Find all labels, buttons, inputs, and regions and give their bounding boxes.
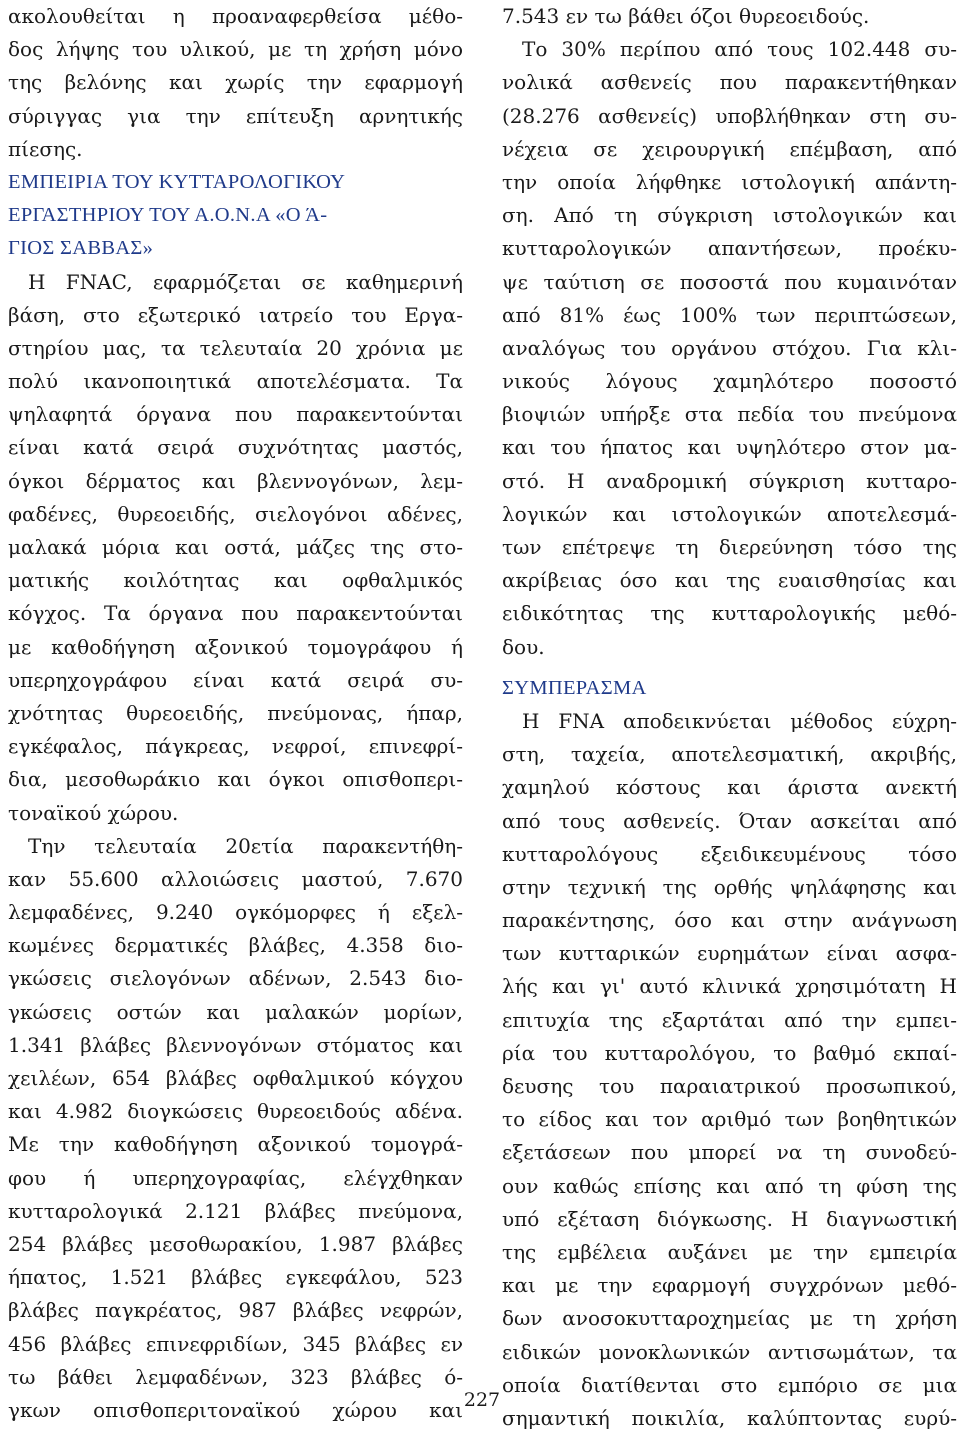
text-line: Η FNA αποδεικνύεται μέθοδος εύχρη- — [522, 708, 957, 733]
text-line: από 81% έως 100% των περιπτώσεων, — [502, 302, 957, 327]
text-line: φου ή υπερηχογραφίας, ελέγχθηκαν — [8, 1165, 463, 1190]
text-line: πίεσης. — [8, 136, 83, 161]
text-line: δος λήψης του υλικού, με τη χρήση μόνο — [8, 37, 463, 62]
text-line: βλάβες παγκρέατος, 987 βλάβες νεφρών, — [8, 1298, 463, 1323]
text-line: στη, ταχεία, αποτελεσματική, ακριβής, — [502, 742, 957, 767]
text-line: χειλέων, 654 βλάβες οφθαλμικού κόγχου — [8, 1066, 463, 1090]
text-line: και του ήπατος και υψηλότερο στον μα- — [502, 435, 957, 460]
text-line: νέχεια σε χειρουργική επέμβαση, από — [502, 136, 957, 161]
text-line: 1.341 βλάβες βλεννογόνων στόματος και — [8, 1032, 463, 1057]
text-line: ψηλαφητά όργανα που παρακεντούνται — [8, 402, 463, 427]
text-line: φαδένες, θυρεοειδής, σιελογόνοι αδένες, — [8, 501, 463, 526]
text-line: παρακέντησης, όσο και στην ανάγνωση — [502, 908, 957, 933]
text-line: καν 55.600 αλλοιώσεις μαστού, 7.670 — [8, 866, 463, 891]
text-line: κωμένες δερματικές βλάβες, 4.358 διο- — [8, 933, 463, 958]
text-line: βιοψιών υπήρξε στα πεδία του πνεύμονα — [502, 402, 957, 427]
text-line: πολύ ικανοποιητικά αποτελέσματα. Τα — [8, 369, 463, 394]
text-line: εξετάσεων που μπορεί να τη συνοδεύ- — [502, 1140, 957, 1165]
text-line: ακρίβειας όσο και της ευαισθησίας και — [502, 568, 957, 593]
text-line: ειδικών μονοκλωνικών αντισωμάτων, τα — [502, 1339, 957, 1364]
text-line: αναλόγως του οργάνου στόχου. Για κλι- — [502, 335, 957, 360]
text-line: Με την καθοδήγηση αξονικού τομογρά- — [8, 1132, 463, 1157]
text-line: ρία του κυτταρολόγου, το βαθμό εκπαί- — [502, 1040, 957, 1065]
text-line: δευσης του παραιατρικού προσωπικού, — [502, 1074, 957, 1098]
section-heading: ΣΥΜΠΕΡΑΣΜΑ — [502, 676, 647, 699]
text-line: τω βάθει λεμφαδένων, 323 βλάβες ό- — [8, 1364, 463, 1389]
text-line: δια, μεσοθωράκιο και όγκοι οπισθοπερι- — [8, 767, 463, 792]
text-line: ψε ταύτιση σε ποσοστά που κυμαινόταν — [502, 269, 957, 294]
text-line: νολικά ασθενείς που παρακεντήθηκαν — [502, 70, 957, 95]
text-line: υπό εξέταση διόγκωσης. Η διαγνωστική — [502, 1206, 957, 1231]
text-line: εγκέφαλος, πάγκρεας, νεφροί, επινεφρί- — [8, 734, 463, 759]
text-line: γκων οπισθοπεριτοναϊκού χώρου και — [8, 1397, 463, 1422]
text-line: λογικών και ιστολογικών αποτελεσμά- — [502, 501, 957, 526]
text-line: και 4.982 διογκώσεις θυρεοειδούς αδένα. — [8, 1099, 463, 1124]
text-line: με καθοδήγηση αξονικού τομογράφου ή — [8, 634, 463, 659]
text-line: είναι κατά σειρά συχνότητας μαστός, — [8, 435, 463, 460]
text-line: δων ανοσοκυτταροχημείας με τη χρήση — [502, 1306, 957, 1331]
text-line: ματικής κοιλότητας και οφθαλμικός — [8, 568, 463, 593]
text-line: σημαντική ποικιλία, καλύπτοντας ευρύ- — [502, 1405, 957, 1430]
text-line: στην τεχνική της ορθής ψηλάφησης και — [502, 874, 957, 899]
text-line: (28.276 ασθενείς) υποβλήθηκαν στη συ- — [502, 103, 957, 128]
text-line: στό. Η αναδρομική σύγκριση κυτταρο- — [502, 468, 957, 493]
text-line: στηρίου μας, τα τελευταία 20 χρόνια με — [8, 335, 463, 360]
text-line: της εμβέλεια αυξάνει με την εμπειρία — [502, 1239, 957, 1264]
text-line: λής και γι' αυτό κλινικά χρησιμότατη Η — [502, 974, 957, 999]
section-heading: ΕΜΠΕΙΡΙΑ ΤΟΥ ΚΥΤΤΑΡΟΛΟΓΙΚΟΥ — [8, 170, 346, 193]
text-line: 456 βλάβες επινεφριδίων, 345 βλάβες εν — [8, 1331, 463, 1356]
left-column — [8, 0, 463, 1427]
text-line: χνότητας θυρεοειδής, πνεύμονας, ήπαρ, — [8, 700, 463, 725]
text-line: των κυτταρικών ευρημάτων είναι ασφα- — [502, 941, 957, 966]
text-line: υπερηχογράφου είναι κατά σειρά συ- — [8, 667, 463, 692]
text-line: κόγχος. Τα όργανα που παρακεντούνται — [8, 601, 463, 626]
text-line: 7.543 εν τω βάθει όζοι θυρεοειδούς. — [502, 4, 870, 28]
text-line: και με την εφαρμογή συγχρόνων μεθό- — [502, 1273, 957, 1298]
text-line: όγκοι δέρματος και βλεννογόνων, λεμ- — [8, 468, 463, 493]
text-line: γκώσεις οστών και μαλακών μορίων, — [8, 999, 463, 1024]
text-line: Η FNAC, εφαρμόζεται σε καθημερινή — [28, 269, 463, 294]
text-line: σύριγγας για την επίτευξη αρνητικής — [8, 103, 463, 128]
text-line: ακολουθείται η προαναφερθείσα μέθο- — [8, 4, 463, 28]
text-line: μαλακά μόρια και οστά, μάζες της στο- — [8, 535, 463, 559]
section-heading: ΕΡΓΑΣΤΗΡΙΟΥ ΤΟΥ Α.Ο.Ν.Α «Ο Ά- — [8, 204, 328, 227]
text-line: των επέτρεψε τη διερεύνηση τόσο της — [502, 535, 957, 559]
text-line: το είδος και τον αριθμό των βοηθητικών — [502, 1107, 957, 1132]
text-line: ση. Από τη σύγκριση ιστολογικών και — [502, 203, 957, 228]
text-line: χαμηλού κόστους και άριστα ανεκτή — [502, 775, 957, 800]
text-line: της βελόνης και χωρίς την εφαρμογή — [8, 70, 463, 95]
text-line: Την τελευταία 20ετία παρακεντήθη- — [28, 833, 463, 858]
text-line: νικούς λόγους χαμηλότερο ποσοστό — [502, 369, 957, 394]
text-line: ουν καθώς επίσης και από τη φύση της — [502, 1173, 957, 1198]
right-column — [502, 0, 957, 1435]
text-line: Το 30% περίπου από τους 102.448 συ- — [522, 37, 957, 62]
text-line: την οποία λήφθηκε ιστολογική απάντη- — [502, 169, 957, 194]
text-line: κυτταρολόγους εξειδικευμένους τόσο — [502, 841, 957, 866]
text-line: οποία διατίθενται στο εμπόριο σε μια — [502, 1372, 957, 1397]
text-line: κυτταρολογικών απαντήσεων, προέκυ- — [502, 236, 957, 261]
text-line: τοναϊκού χώρου. — [8, 800, 179, 825]
text-line: ήπατος, 1.521 βλάβες εγκεφάλου, 523 — [8, 1265, 463, 1290]
page-number: 227 — [463, 1389, 501, 1411]
text-line: επιτυχία της εξαρτάται από την εμπει- — [502, 1007, 957, 1032]
section-heading: ΓΙΟΣ ΣΑΒΒΑΣ» — [8, 237, 154, 260]
text-line: ειδικότητας της κυτταρολογικής μεθό- — [502, 601, 957, 626]
text-line: γκώσεις σιελογόνων αδένων, 2.543 διο- — [8, 966, 463, 991]
text-line: κυτταρολογικά 2.121 βλάβες πνεύμονα, — [8, 1198, 463, 1223]
text-line: λεμφαδένες, 9.240 ογκόμορφες ή εξελ- — [8, 900, 463, 925]
text-line: βάση, στο εξωτερικό ιατρείο του Εργα- — [8, 302, 463, 327]
text-line: δου. — [502, 634, 545, 659]
text-line: 254 βλάβες μεσοθωρακίου, 1.987 βλάβες — [8, 1231, 463, 1256]
text-line: από τους ασθενείς. Όταν ασκείται από — [502, 808, 957, 833]
